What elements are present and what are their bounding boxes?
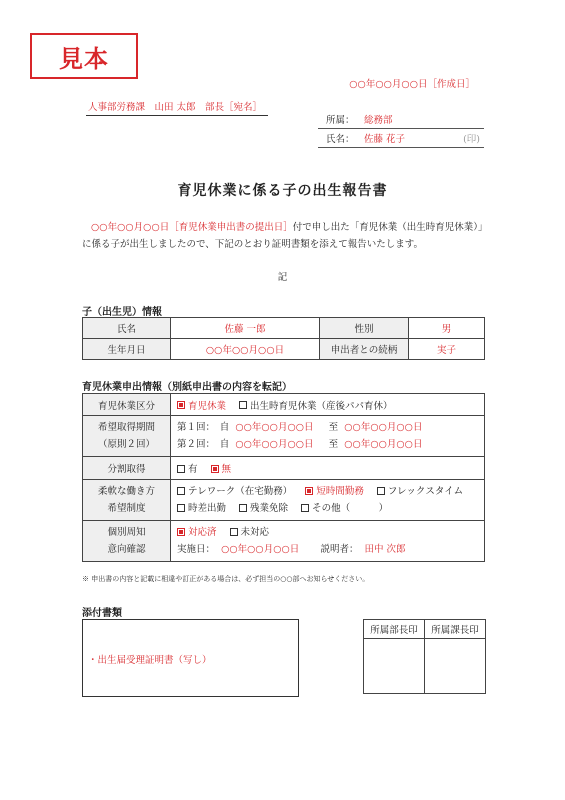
- checkbox-icon: [230, 528, 238, 536]
- child-birth-label: 生年月日: [83, 339, 171, 360]
- notice-date-label: 実施日：: [177, 544, 216, 555]
- intro-date: ○○年○○月○○日［育児休業申出書の提出日］: [91, 222, 293, 233]
- document-title: 育児休業に係る子の出生報告書: [177, 183, 388, 199]
- sender-info: [318, 110, 484, 148]
- notice-label: 個別周知 意向確認: [83, 521, 171, 562]
- child-relation-value: 実子: [409, 339, 485, 360]
- notice-date: ○○年○○月○○日: [221, 544, 300, 555]
- notice-opt-pending[interactable]: 未対応: [230, 527, 270, 538]
- attachments-heading: 添付書類: [82, 608, 122, 619]
- flex-opt-flextime[interactable]: フレックスタイム: [377, 486, 463, 497]
- leave-info-table: [82, 393, 485, 562]
- notice-person-label: 説明者：: [320, 544, 359, 555]
- child-section-heading: 子（出生児）情報: [82, 307, 162, 318]
- notice-values: [171, 521, 485, 562]
- flex-opt-no-overtime[interactable]: 残業免除: [239, 503, 288, 514]
- sender-name-label: 氏名：: [326, 134, 355, 145]
- seal-mark: (印): [463, 134, 480, 145]
- sender-dept-row: [318, 110, 484, 129]
- sender-dept-value: 総務部: [364, 115, 393, 126]
- leave-category-opt2[interactable]: 出生時育児休業（産後パパ育休）: [239, 401, 393, 412]
- checkbox-icon: [239, 401, 247, 409]
- sender-name-row: [318, 129, 484, 148]
- creation-date: ○○年○○月○○日［作成日］: [349, 79, 475, 90]
- footnote: ※ 申出書の内容と記載に相違や訂正がある場合は、必ず担当の○○部へお知らせください。: [82, 575, 370, 583]
- child-gender-value: 男: [409, 318, 485, 339]
- flex-opt-short-hours[interactable]: 短時間勤務: [305, 486, 364, 497]
- dept-head-seal-box[interactable]: [364, 639, 425, 694]
- notice-person: 田中 次郎: [364, 544, 406, 555]
- checked-box-icon: [177, 401, 185, 409]
- section-head-seal-label: 所属課長印: [425, 620, 486, 639]
- checked-box-icon: [211, 465, 219, 473]
- sender-dept-label: 所属：: [326, 115, 355, 126]
- leave-period-values: [171, 416, 485, 457]
- child-relation-label: 申出者との続柄: [320, 339, 409, 360]
- section-head-seal-box[interactable]: [425, 639, 486, 694]
- checkbox-icon: [239, 504, 247, 512]
- child-info-table: [82, 317, 485, 360]
- approval-seal-table: [363, 619, 486, 694]
- flex-opt-other[interactable]: その他（ ）: [301, 503, 388, 514]
- leave-section-heading: 育児休業申出情報（別紙申出書の内容を転記）: [82, 382, 292, 393]
- child-gender-label: 性別: [320, 318, 409, 339]
- sample-stamp: 見本: [30, 33, 138, 79]
- attachment-item: ・出生届受理証明書（写し）: [88, 655, 212, 666]
- split-label: 分割取得: [83, 457, 171, 480]
- ki-marker: 記: [277, 272, 288, 283]
- child-name-value: 佐藤 一郎: [171, 318, 320, 339]
- flex-opt-staggered[interactable]: 時差出勤: [177, 503, 226, 514]
- notice-opt-done[interactable]: 対応済: [177, 527, 217, 538]
- intro-text: 付で申し出た「育児休業（出生時育児休業）」に係る子が出生しましたので、下記のとおり証明書類を添えて報告いたします。: [82, 222, 483, 250]
- leave-period-1: 第１回： 自 ○○年○○月○○日 至 ○○年○○月○○日: [177, 422, 423, 433]
- sender-name-value: 佐藤 花子: [364, 134, 406, 145]
- checkbox-icon: [377, 487, 385, 495]
- checkbox-icon: [177, 465, 185, 473]
- checked-box-icon: [305, 487, 313, 495]
- child-birth-value: ○○年○○月○○日: [171, 339, 320, 360]
- flex-work-label: 柔軟な働き方 希望制度: [83, 480, 171, 521]
- checkbox-icon: [177, 487, 185, 495]
- leave-period-2: 第２回： 自 ○○年○○月○○日 至 ○○年○○月○○日: [177, 439, 423, 450]
- split-options: [171, 457, 485, 480]
- addressee: 人事部労務課 山田 太郎 部長［宛名］: [86, 99, 268, 116]
- dept-head-seal-label: 所属部長印: [364, 620, 425, 639]
- leave-category-options: [171, 394, 485, 416]
- child-name-label: 氏名: [83, 318, 171, 339]
- split-opt2[interactable]: 無: [211, 464, 232, 475]
- checked-box-icon: [177, 528, 185, 536]
- split-opt1[interactable]: 有: [177, 464, 198, 475]
- flex-opt-telework[interactable]: テレワーク（在宅勤務）: [177, 486, 292, 497]
- flex-work-options: [171, 480, 485, 521]
- intro-paragraph: [82, 220, 484, 253]
- leave-category-opt1[interactable]: 育児休業: [177, 401, 226, 412]
- checkbox-icon: [177, 504, 185, 512]
- checkbox-icon: [301, 504, 309, 512]
- leave-category-label: 育児休業区分: [83, 394, 171, 416]
- leave-period-label: 希望取得期間 （原則２回）: [83, 416, 171, 457]
